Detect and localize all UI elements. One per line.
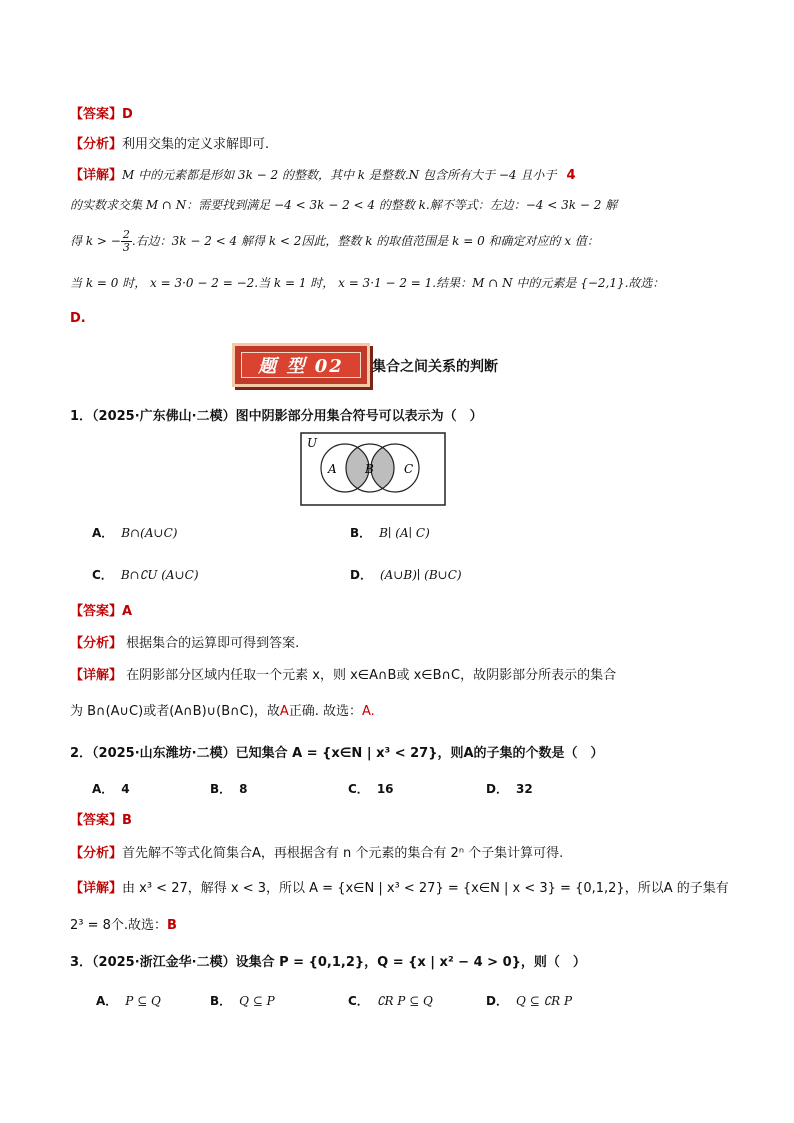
answer-value: D [122, 107, 133, 122]
detail-text: 正确. 故选： [288, 704, 363, 719]
detail-text: 4 [566, 168, 576, 183]
venn-label-u: U [307, 436, 318, 450]
q0-answer-line [70, 103, 133, 122]
analysis-tag: 【分析】 [70, 846, 123, 861]
q0-analysis-line [70, 133, 269, 152]
fraction-denominator: 3 [122, 241, 130, 254]
detail-text: D. [70, 311, 86, 326]
analysis-tag: 【分析】 [70, 137, 123, 152]
analysis-text: 根据集合的运算即可得到答案. [122, 636, 300, 651]
section-title: 集合之间关系的判断 [372, 359, 498, 375]
q2-detail-line-1 [70, 877, 729, 896]
venn-label-a: A [328, 462, 337, 476]
detail-text: A. [362, 704, 375, 719]
q1-detail-line-2 [70, 700, 375, 719]
fraction [121, 229, 132, 254]
detail-text: 2³ = 8个.故选： [70, 918, 168, 933]
q0-detail-line-4 [70, 274, 664, 291]
q0-detail-line-3 [70, 229, 599, 254]
detail-text: 得 k > − [70, 234, 121, 248]
q2-option-b: B． 8 [210, 782, 248, 796]
detail-text: 为 B∩(A∪C)或者(A∩B)∪(B∩C)，故 [70, 704, 280, 719]
q3-option-b: B． Q ⊆ P [210, 994, 275, 1008]
answer-value: B [122, 813, 132, 828]
detail-text: A [279, 704, 289, 719]
fraction-numerator: 2 [122, 228, 130, 241]
q0-detail-line-1 [70, 164, 576, 183]
answer-tag: 【答案】 [70, 604, 123, 619]
q2-option-a: A． 4 [92, 782, 130, 796]
q1-analysis-line [70, 632, 299, 651]
answer-value: A [122, 604, 133, 619]
analysis-tag: 【分析】 [70, 636, 123, 651]
detail-text: 由 x³ < 27，解得 x < 3，所以 A = {x∈N | x³ < 27} = {x∈N | x < 3} = {0,1,2}，所以A 的子集有 [122, 881, 729, 896]
detail-text: 当 k = 0 时， x = 3·0 − 2 = −2.当 k = 1 时， x = 3·1 − 2 = 1.结果：M ∩ N 中的元素是 {−2,1}.故选： [70, 276, 665, 290]
venn-label-b: B [365, 462, 374, 476]
q1-option-b: B． B∣ (A∣ C) [350, 526, 430, 540]
q3-option-a: A． P ⊆ Q [96, 994, 161, 1008]
detail-text: M 中的元素都是形如 3k − 2 的整数，其中 k 是整数.N 包含所有大于 −4 且小于 [122, 168, 557, 182]
q2-analysis-line [70, 842, 563, 861]
q1-option-d: D． (A∪B)∣ (B∪C) [350, 568, 462, 582]
q2-option-d: D． 32 [486, 782, 533, 796]
detail-text: 的实数求交集 M ∩ N：需要找到满足 −4 < 3k − 2 < 4 的整数 k.解不等式：左边：−4 < 3k − 2 解 [70, 198, 618, 212]
analysis-text: 利用交集的定义求解即可. [122, 137, 270, 152]
answer-tag: 【答案】 [70, 813, 123, 828]
answer-tag: 【答案】 [70, 107, 123, 122]
venn-diagram [300, 432, 446, 506]
q2-stem: 2．（2025·山东潍坊·二模）已知集合 A = {x∈N | x³ < 27}，则A的子集的个数是（ ） [70, 746, 604, 761]
detail-tag: 【详解】 [70, 881, 123, 896]
q1-stem: 1．（2025·广东佛山·二模）图中阴影部分用集合符号可以表示为（ ） [70, 409, 483, 424]
q1-option-a: A． B∩(A∪C) [92, 526, 178, 540]
q2-option-c: C． 16 [348, 782, 394, 796]
q2-detail-line-2 [70, 914, 177, 933]
q1-detail-line-1 [70, 664, 616, 683]
detail-text: 在阴影部分区域内任取一个元素 x，则 x∈A∩B或 x∈B∩C，故阴影部分所表示的集合 [122, 668, 617, 683]
q1-answer-line [70, 600, 132, 619]
venn-label-c: C [404, 462, 414, 476]
detail-text: B [167, 918, 177, 933]
section-badge-label: 题 型 02 [241, 352, 361, 378]
detail-tag: 【详解】 [70, 168, 123, 183]
q1-option-c: C． B∩∁U (A∪C) [92, 568, 199, 582]
analysis-text: 首先解不等式化简集合A，再根据含有 n 个元素的集合有 2ⁿ 个子集计算可得. [122, 846, 564, 861]
detail-text: .右边：3k − 2 < 4 解得 k < 2因此，整数 k 的取值范围是 k = 0 和确定对应的 x 值： [131, 234, 599, 248]
section-badge [232, 343, 370, 387]
q0-detail-line-5 [70, 311, 86, 326]
q3-option-c: C． ∁R P ⊆ Q [348, 994, 433, 1008]
q2-answer-line [70, 809, 132, 828]
q3-stem: 3．（2025·浙江金华·二模）设集合 P = {0,1,2}，Q = {x | x² − 4 > 0}，则（ ） [70, 955, 586, 970]
detail-tag: 【详解】 [70, 668, 123, 683]
q0-detail-line-2 [70, 196, 617, 213]
q3-option-d: D． Q ⊆ ∁R P [486, 994, 573, 1008]
